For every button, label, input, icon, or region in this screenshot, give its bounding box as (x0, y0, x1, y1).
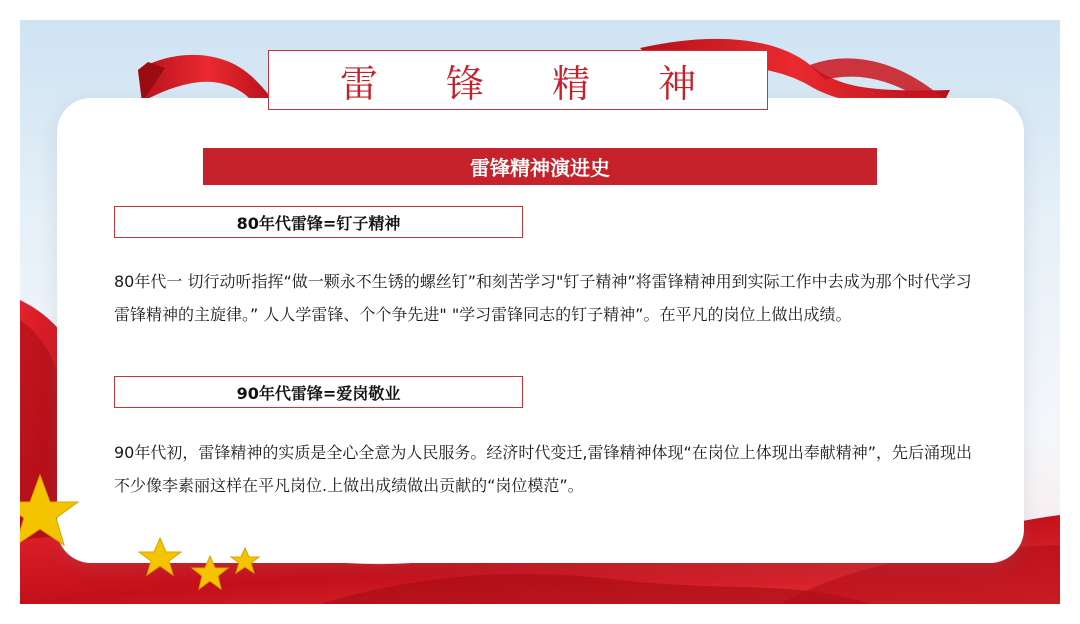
slide (20, 20, 1060, 604)
section-heading-text: 80年代雷锋=钉子精神 (236, 213, 401, 233)
section-body-90s: 90年代初，雷锋精神的实质是全心全意为人民服务。经济时代变迁,雷锋精神体现“在岗位上体现出奉献精神”，先后涌现出不少像李素丽这样在平凡岗位.上做出成绩做出贡献的“岗位模范”。 (114, 443, 973, 495)
section-body-80s: 80年代一 切行动听指挥“做一颗永不生锈的螺丝钉”和刻苦学习"钉子精神”将雷锋精神用到实际工作中去成为那个时代学习雷锋精神的主旋律。” 人人学雷锋、个个争先进" "学习雷锋同志的钉子精神”。在平凡的岗位上做出成绩。 (114, 272, 972, 324)
subtitle-banner (203, 148, 877, 185)
subtitle-text: 雷锋精神演进史 (470, 156, 610, 180)
title-box (268, 50, 768, 110)
page-title: 雷 锋 精 神 (339, 61, 725, 106)
section-heading-text: 90年代雷锋=爱岗敬业 (236, 383, 401, 403)
section-heading-80s (114, 206, 523, 238)
section-heading-90s (114, 376, 523, 408)
